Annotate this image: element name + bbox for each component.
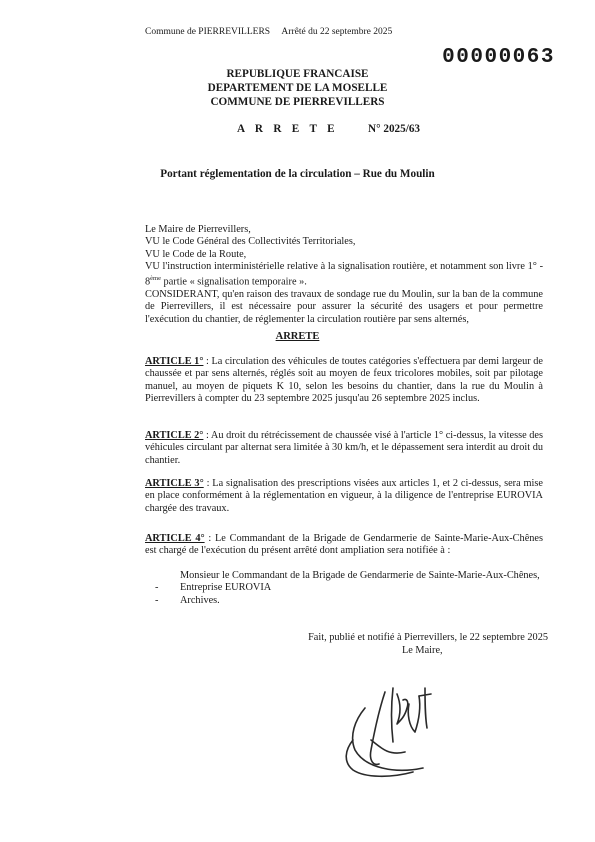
article-label: ARTICLE 3° bbox=[145, 478, 204, 489]
preamble bbox=[145, 224, 543, 326]
place-date-line: Fait, publié et notifié à Pierrevillers, le 22 septembre 2025 bbox=[308, 632, 548, 643]
list-item: - Archives. bbox=[155, 594, 220, 606]
article-text: : Au droit du rétrécissement de chaussée visé à l'article 1° ci-dessus, la vitesse des véhicules circulant par alternat sera limitée à 30 km/h, et le dépassement sera interdit au droit du chantier. bbox=[145, 430, 544, 466]
document-number: 00000063 bbox=[442, 46, 555, 69]
preamble-vu-instruction: VU l'instruction interministérielle relative à la signalisation routière, et notamment son livre 1° - 8ème partie « signalisation temporaire ». bbox=[145, 260, 543, 288]
preamble-vu-cgct: VU le Code Général des Collectivités Territoriales, bbox=[145, 236, 356, 248]
arrete-number: N° 2025/63 bbox=[368, 123, 421, 135]
mayor-signature bbox=[335, 680, 455, 790]
issuing-authority bbox=[0, 68, 595, 109]
article-label: ARTICLE 4° bbox=[145, 533, 205, 544]
article-2 bbox=[145, 430, 543, 467]
article-text: : La circulation des véhicules de toutes catégories s'effectuera par demi largeur de chaussée et par sens alternés, réglés soit au moyen de feux tricolores mobiles, soit par pilotage manuel, au moyen de piquets K 10, selon les besoins du chantier, dans la rue du Moulin à Pierrevillers à compter du 23 septembre 2025 jusqu'au 26 septembre 2025 inclus. bbox=[145, 356, 543, 404]
preamble-vu-code-route: VU le Code de la Route, bbox=[145, 248, 247, 260]
republic-line: REPUBLIQUE FRANCAISE bbox=[226, 68, 369, 80]
list-item: - Entreprise EUROVIA bbox=[155, 582, 272, 594]
arrete-title: A R R E T E bbox=[237, 123, 339, 135]
preamble-considerant: CONSIDERANT, qu'en raison des travaux de sondage rue du Moulin, sur la ban de la commune de Pierrevillers, il est nécessaire pour assurer la sécurité des usagers et pour permettre l'exécution du chantier, de réglementer la circulation routière par sens alternés, bbox=[145, 288, 543, 325]
preamble-mayor: Le Maire de Pierrevillers, bbox=[145, 224, 251, 235]
article-label: ARTICLE 2° bbox=[145, 430, 204, 441]
article-4 bbox=[145, 533, 543, 558]
signatory-title: Le Maire, bbox=[402, 645, 443, 656]
signature-graphic bbox=[335, 680, 455, 785]
department-line: DEPARTEMENT DE LA MOSELLE bbox=[207, 81, 388, 94]
article-text: : La signalisation des prescriptions visées aux articles 1, et 2 ci-dessus, sera mise en place conformément à la réglementation en vigueur, à la diligence de l'entreprise EUROVIA chargée des travaux. bbox=[145, 478, 543, 514]
article-label: ARTICLE 1° bbox=[145, 356, 204, 367]
section-title: ARRETE bbox=[275, 331, 320, 342]
article-text: : Le Commandant de la Brigade de Gendarmerie de Sainte-Marie-Aux-Chênes est chargé de l'exécution du présent arrêté dont ampliation sera notifiée à : bbox=[145, 533, 543, 557]
article-1 bbox=[145, 356, 543, 405]
commune-line: COMMUNE DE PIERREVILLERS bbox=[210, 95, 385, 108]
document-header: Commune de PIERREVILLERS Arrêté du 22 septembre 2025 bbox=[145, 27, 393, 37]
recipient-list bbox=[155, 570, 545, 607]
article-3 bbox=[145, 478, 543, 515]
subject-line: Portant réglementation de la circulation – Rue du Moulin bbox=[160, 168, 435, 180]
list-item: Monsieur le Commandant de la Brigade de Gendarmerie de Sainte-Marie-Aux-Chênes, bbox=[180, 570, 540, 581]
